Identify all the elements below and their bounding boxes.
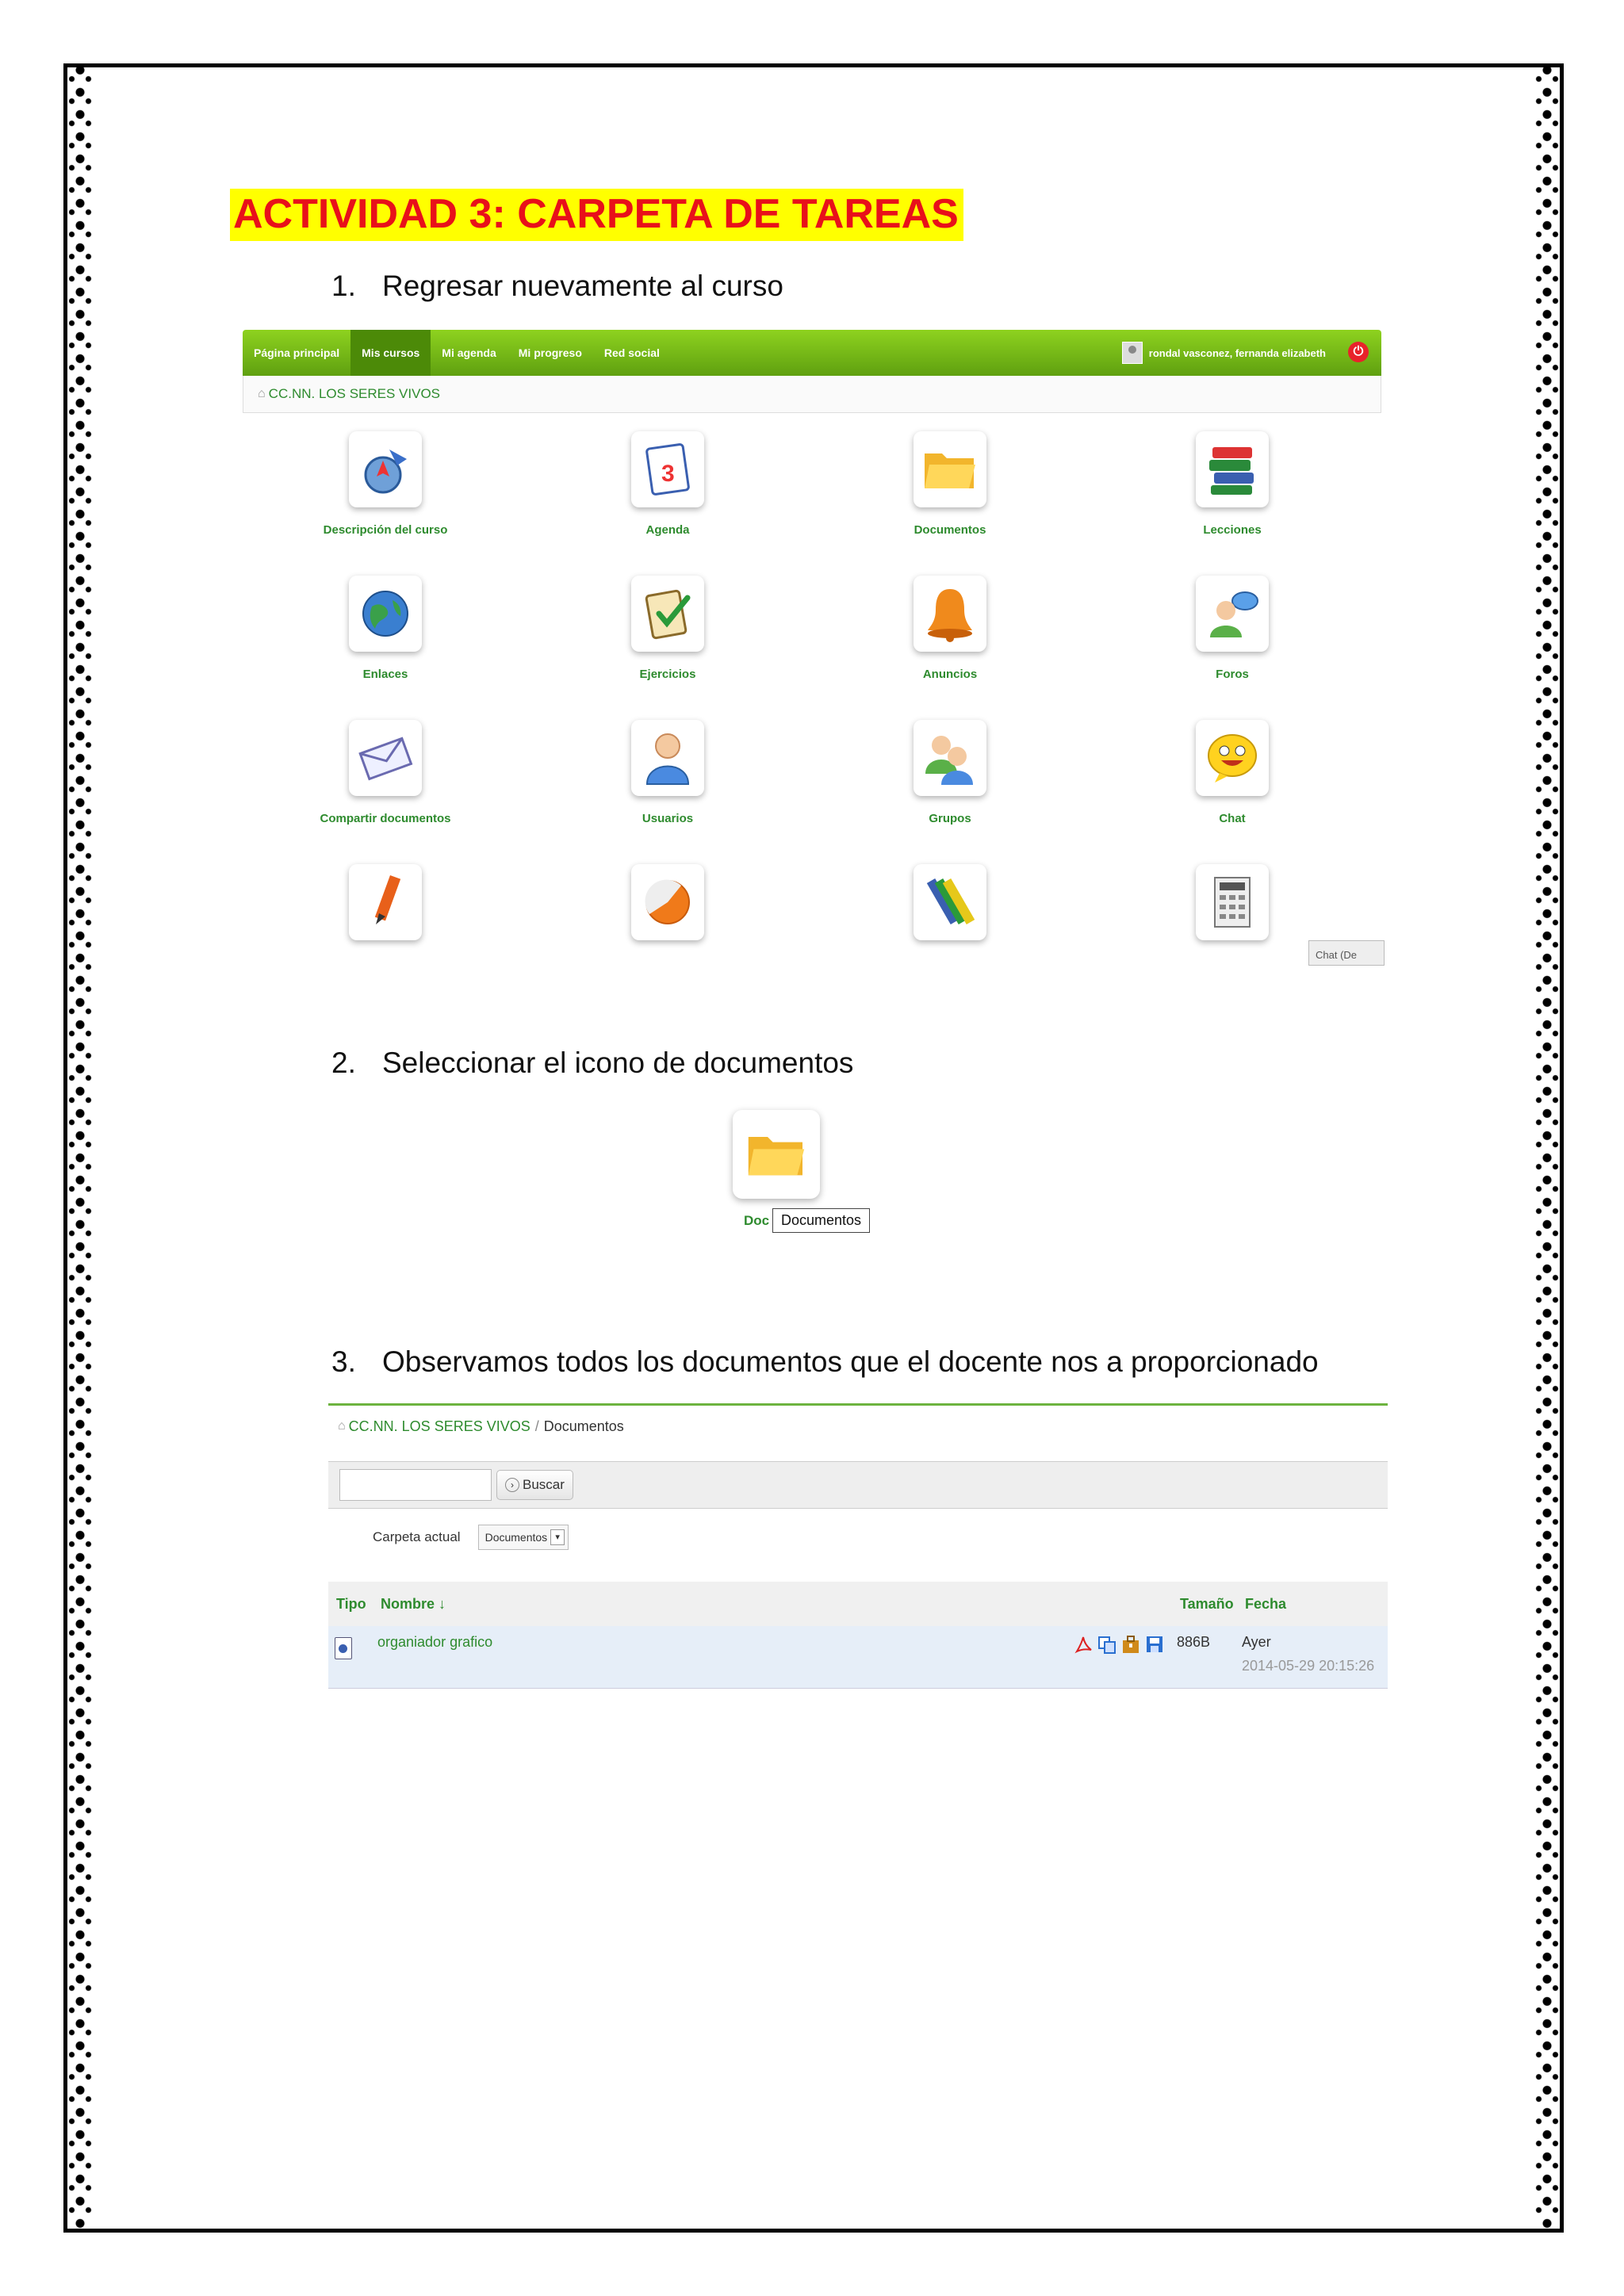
top-navbar [243, 330, 1381, 376]
breadcrumb-current: Documentos [543, 1418, 624, 1434]
pie-icon [640, 874, 695, 930]
current-folder [328, 1525, 1388, 1550]
breadcrumb [243, 376, 1381, 413]
globe-icon [358, 586, 413, 641]
envelope-icon [357, 734, 414, 782]
tool-agenda[interactable]: 3 Agenda [565, 431, 771, 537]
column-fecha[interactable]: Fecha [1245, 1595, 1287, 1612]
row-actions [1074, 1634, 1164, 1655]
checklist-icon [640, 585, 695, 642]
save-icon[interactable] [1145, 1634, 1164, 1655]
logout-power-icon[interactable]: ⏻ [1348, 342, 1369, 362]
breadcrumb-course[interactable]: CC.NN. LOS SERES VIVOS [348, 1418, 530, 1434]
smiley-icon [1204, 730, 1261, 786]
briefcase-icon[interactable] [1121, 1634, 1140, 1655]
calendar-icon [640, 440, 695, 499]
search-button[interactable]: › Buscar [496, 1470, 573, 1500]
svg-text:3: 3 [661, 461, 675, 487]
search-input[interactable] [339, 1469, 492, 1501]
search-bar [328, 1461, 1388, 1509]
table-header [328, 1582, 1388, 1626]
user-menu[interactable] [1122, 330, 1326, 376]
step-2: 2. Seleccionar el icono de documentos [331, 1047, 854, 1079]
nav-my-progress[interactable]: Mi progreso [518, 346, 582, 359]
column-nombre[interactable]: Nombre ↓ [381, 1595, 446, 1612]
home-icon[interactable]: ⌂ [258, 387, 266, 400]
step-3: 3. Observamos todos los documentos que el docente nos a proporcionado [331, 1345, 1319, 1378]
books-icon [1205, 441, 1260, 498]
tool-calculator[interactable] [1129, 864, 1335, 940]
column-tipo[interactable]: Tipo [336, 1595, 366, 1612]
nav-my-courses[interactable]: Mis cursos [350, 330, 431, 376]
home-icon[interactable]: ⌂ [338, 1419, 346, 1433]
tool-course-description[interactable]: Descripción del curso [282, 431, 488, 537]
tool-users[interactable]: Usuarios [565, 720, 771, 825]
file-size: 886B [1177, 1634, 1211, 1650]
nav-social-network[interactable]: Red social [603, 346, 660, 359]
documents-tool-button[interactable] [733, 1110, 820, 1199]
nav-my-agenda[interactable]: Mi agenda [442, 346, 496, 359]
tool-groups[interactable]: Grupos [847, 720, 1053, 825]
step-1: 1. Regresar nuevamente al curso [331, 270, 783, 302]
folder-select[interactable]: Documentos ▾ [478, 1525, 569, 1550]
tool-links[interactable]: Enlaces [282, 576, 488, 681]
user-name: rondal vasconez, fernanda elizabeth [1148, 346, 1326, 359]
folder-icon [921, 446, 979, 493]
bell-icon [925, 584, 975, 643]
nav-home[interactable]: Página principal [254, 346, 340, 359]
tool-chat[interactable]: Chat [1129, 720, 1335, 825]
chat-tab[interactable]: Chat (De [1308, 940, 1385, 966]
user-icon [642, 729, 693, 787]
breadcrumb-course[interactable]: CC.NN. LOS SERES VIVOS [268, 386, 441, 401]
document-file-icon [335, 1637, 352, 1659]
current-folder-label: Carpeta actual [373, 1529, 461, 1544]
documents-screenshot [328, 1403, 1388, 1712]
tool-documents[interactable]: Documentos [847, 431, 1053, 537]
calculator-icon [1207, 873, 1258, 932]
table-row [328, 1626, 1388, 1689]
column-tamano[interactable]: Tamaño [1180, 1595, 1234, 1612]
group-icon [922, 729, 978, 786]
pdf-icon[interactable] [1074, 1634, 1093, 1655]
chevron-right-icon: › [505, 1478, 519, 1492]
tool-share-documents[interactable]: Compartir documentos [282, 720, 488, 825]
file-timestamp: 2014-05-29 20:15:26 [1242, 1658, 1375, 1674]
documents-tool-label: Doc [744, 1213, 770, 1228]
copy-icon[interactable] [1097, 1634, 1116, 1655]
folder-icon [745, 1128, 808, 1181]
tool-glossary[interactable] [847, 864, 1053, 940]
file-date: Ayer [1242, 1634, 1271, 1650]
pen-icon [362, 872, 409, 932]
activity-heading: ACTIVIDAD 3: CARPETA DE TAREAS [230, 189, 963, 241]
tool-pen[interactable] [282, 864, 488, 940]
tool-announcements[interactable]: Anuncios [847, 576, 1053, 681]
tool-lessons[interactable]: Lecciones [1129, 431, 1335, 537]
breadcrumb: ⌂ CC.NN. LOS SERES VIVOS / Documentos [328, 1403, 1388, 1447]
tool-forums[interactable]: Foros [1129, 576, 1335, 681]
avatar [1122, 342, 1143, 364]
tooltip: Documentos [772, 1208, 870, 1233]
pencils-icon [922, 873, 978, 932]
course-home-screenshot [243, 330, 1381, 964]
tool-progress[interactable] [565, 864, 771, 940]
file-name-link[interactable]: organiador grafico [377, 1634, 493, 1650]
forum-icon [1204, 585, 1261, 642]
chevron-down-icon: ▾ [550, 1529, 565, 1545]
compass-icon [358, 442, 413, 497]
tool-exercises[interactable]: Ejercicios [565, 576, 771, 681]
